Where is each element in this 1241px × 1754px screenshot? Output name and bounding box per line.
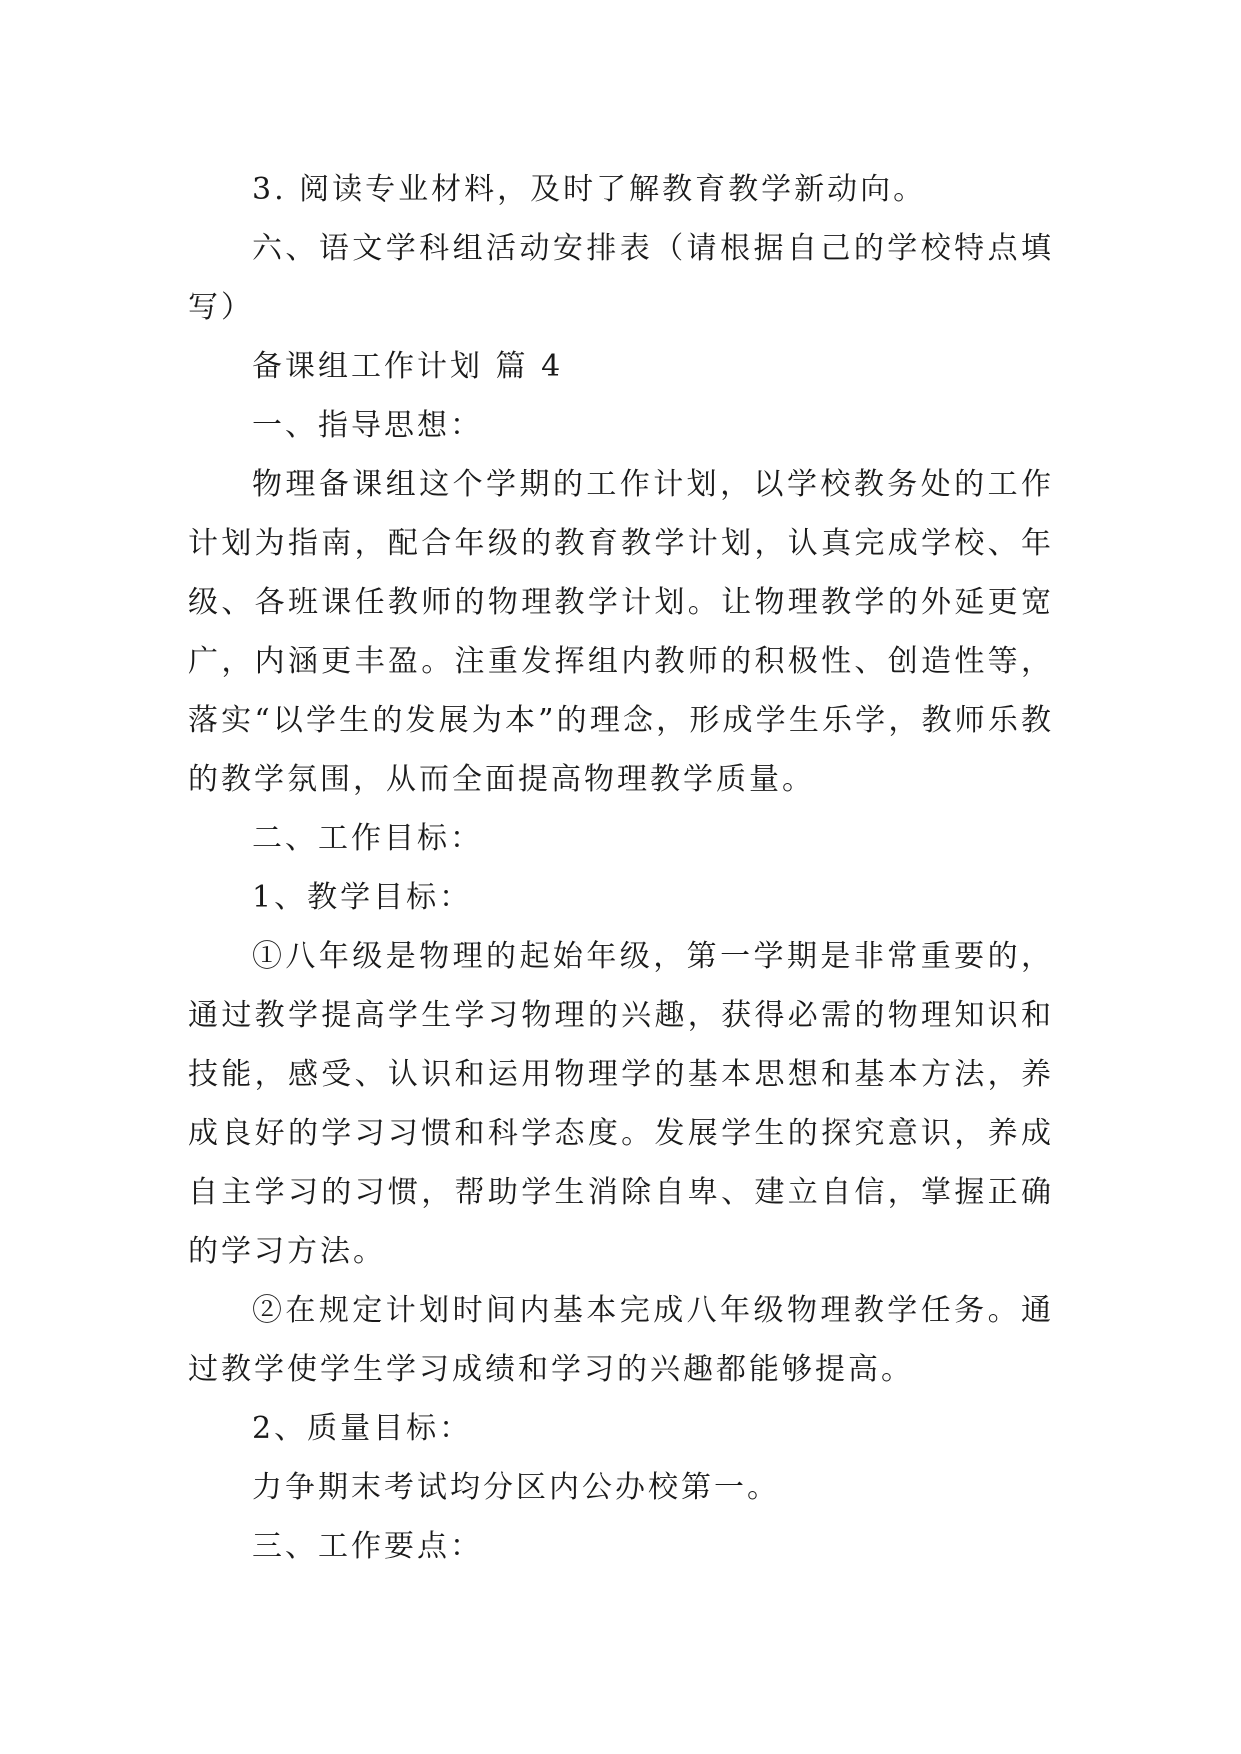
heading-work-goals: 二、工作目标：	[252, 821, 483, 856]
heading-work-points: 三、工作要点：	[252, 1529, 483, 1564]
paragraph-reading-materials: 3. 阅读专业材料，及时了解教育教学新动向。	[252, 172, 927, 207]
document-body	[188, 160, 1054, 1576]
paragraph-guiding-ideology: 物理备课组这个学期的工作计划，以学校教务处的工作计划为指南，配合年级的教育教学计划，认真完成学校、年级、各班课任教师的物理教学计划。让物理教学的外延更宽广，内涵更丰盈。注重发挥组内教师的积极性、创造性等，落实“以学生的发展为本”的理念，形成学生乐学，教师乐教的教学氛围，从而全面提高物理教学质量。	[188, 467, 1054, 797]
heading-guiding-ideology: 一、指导思想：	[252, 408, 483, 443]
heading-quality-goals: 2、质量目标：	[252, 1411, 473, 1446]
paragraph-activity-schedule: 六、语文学科组活动安排表（请根据自己的学校特点填写）	[188, 231, 1054, 325]
paragraph-teaching-goal-2: ②在规定计划时间内基本完成八年级物理教学任务。通过教学使学生学习成绩和学习的兴趣都能够提高。	[188, 1293, 1054, 1387]
heading-teaching-goals: 1、教学目标：	[252, 880, 473, 915]
paragraph-quality-goal: 力争期末考试均分区内公办校第一。	[252, 1470, 780, 1505]
section-title-plan-4: 备课组工作计划 篇 4	[252, 349, 564, 384]
paragraph-teaching-goal-1: ①八年级是物理的起始年级，第一学期是非常重要的，通过教学提高学生学习物理的兴趣，获得必需的物理知识和技能，感受、认识和运用物理学的基本思想和基本方法，养成良好的学习习惯和科学态度。发展学生的探究意识，养成自主学习的习惯，帮助学生消除自卑、建立自信，掌握正确的学习方法。	[188, 939, 1054, 1269]
